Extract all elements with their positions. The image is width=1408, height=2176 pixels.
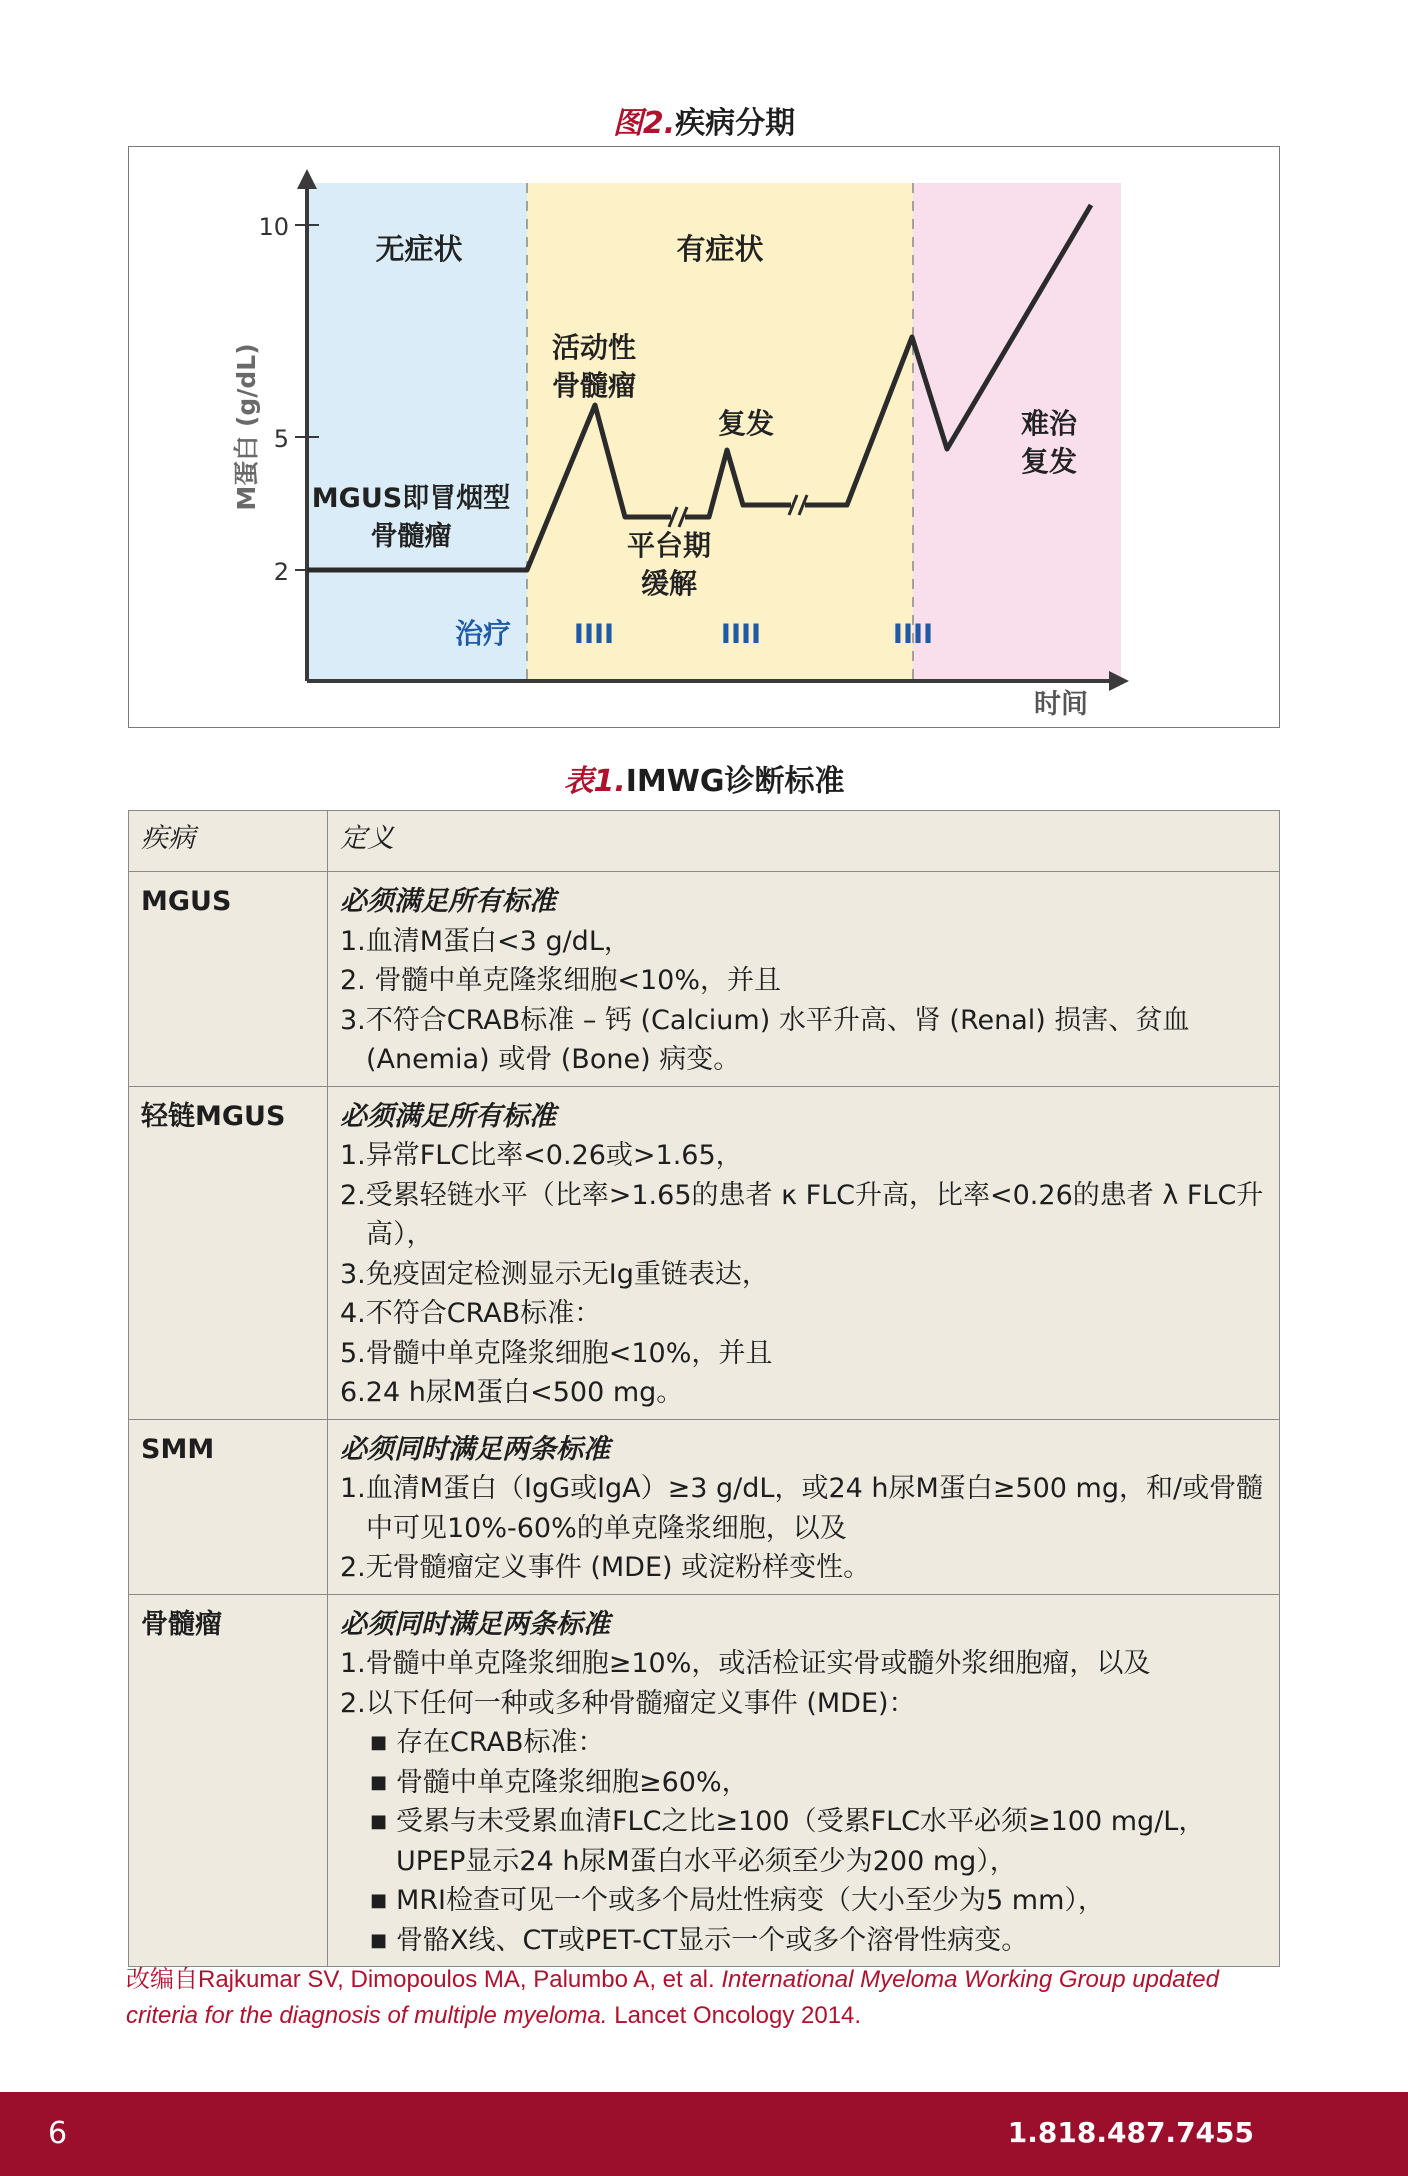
requirement: 必须同时满足两条标准 bbox=[340, 1608, 610, 1640]
square-bullet-icon: ■ bbox=[370, 1929, 388, 1951]
disease-cell: 轻链MGUS bbox=[129, 1086, 328, 1419]
header-disease: 疾病 bbox=[129, 811, 328, 872]
disease-cell: MGUS bbox=[129, 872, 328, 1087]
criteria-item: 5.骨髓中单克隆浆细胞<10%，并且 bbox=[340, 1337, 773, 1369]
y-axis-label: M蛋白 (g/dL) bbox=[232, 343, 261, 511]
tick-label-2: 2 bbox=[273, 558, 289, 586]
disease-cell: SMM bbox=[129, 1419, 328, 1594]
criteria-item: 1.血清M蛋白（IgG或IgA）≥3 g/dL，或24 h尿M蛋白≥500 mg，和/或骨髓中可见10%-60%的单克隆浆细胞，以及 bbox=[340, 1473, 1264, 1544]
active-label-line2: 骨髓瘤 bbox=[551, 369, 637, 402]
treatment-marks-1: IIII bbox=[573, 619, 615, 650]
requirement: 必须满足所有标准 bbox=[340, 1100, 556, 1132]
criteria-bullet: ■ 骨髓中单克隆浆细胞≥60%， bbox=[340, 1763, 1267, 1803]
phone-number: 1.818.487.7455 bbox=[1007, 2116, 1254, 2149]
figure-title bbox=[0, 98, 1408, 142]
table-label: 表1. bbox=[563, 764, 626, 799]
source-article: International Myeloma Working Group updated criteria for the diagnosis of multiple myeloma. bbox=[126, 1966, 1219, 2029]
refractory-label-line1: 难治 bbox=[1020, 407, 1078, 440]
table-title-text: IMWG诊断标准 bbox=[625, 764, 845, 799]
tick-label-5: 5 bbox=[273, 425, 289, 453]
source-authors: Rajkumar SV, Dimopoulos MA, Palumbo A, et al. bbox=[198, 1966, 722, 1993]
definition-cell bbox=[328, 1419, 1280, 1594]
table-title bbox=[0, 756, 1408, 800]
criteria-item: 4.不符合CRAB标准： bbox=[340, 1298, 602, 1329]
criteria-item: 1.血清M蛋白<3 g/dL， bbox=[340, 925, 631, 957]
criteria-item: 2.以下任何一种或多种骨髓瘤定义事件 (MDE)： bbox=[340, 1687, 916, 1719]
treatment-marks-3: IIII bbox=[892, 619, 934, 650]
criteria-bullet: ■ 存在CRAB标准： bbox=[340, 1723, 1267, 1763]
square-bullet-icon: ■ bbox=[370, 1811, 388, 1832]
table-row bbox=[129, 1086, 1280, 1419]
square-bullet-icon: ■ bbox=[370, 1732, 388, 1753]
criteria-item: 2. 骨髓中单克隆浆细胞<10%，并且 bbox=[340, 965, 781, 996]
plateau-label-line2: 缓解 bbox=[640, 567, 698, 600]
criteria-item: 1.骨髓中单克隆浆细胞≥10%，或活检证实骨或髓外浆细胞瘤，以及 bbox=[340, 1648, 1151, 1679]
header-definition: 定义 bbox=[328, 811, 1280, 872]
criteria-item: 3.免疫固定检测显示无Ig重链表达， bbox=[340, 1258, 769, 1290]
criteria-item: 6.24 h尿M蛋白<500 mg。 bbox=[340, 1377, 684, 1408]
figure-label: 图2. bbox=[612, 106, 676, 141]
definition-cell bbox=[328, 1086, 1280, 1419]
mgus-label-line2: 骨髓瘤 bbox=[370, 521, 452, 552]
criteria-bullet: ■ MRI检查可见一个或多个局灶性病变（大小至少为5 mm）， bbox=[340, 1881, 1267, 1921]
table-header-row bbox=[129, 811, 1280, 872]
criteria-bullet: ■ 受累与未受累血清FLC之比≥100（受累FLC水平必须≥100 mg/L，UPEP显示24 h尿M蛋白水平必须至少为200 mg）， bbox=[340, 1802, 1267, 1881]
footer-bar bbox=[0, 2092, 1408, 2176]
source-citation bbox=[126, 1962, 1286, 2034]
imwg-criteria-table bbox=[128, 810, 1280, 1967]
table-row bbox=[129, 1419, 1280, 1594]
relapse-label: 复发 bbox=[717, 407, 775, 440]
disease-stage-chart bbox=[129, 147, 1279, 727]
square-bullet-icon: ■ bbox=[370, 1890, 388, 1911]
y-axis-arrow bbox=[297, 169, 317, 189]
requirement: 必须满足所有标准 bbox=[340, 886, 556, 917]
criteria-item: 2.受累轻链水平（比率>1.65的患者 κ FLC升高，比率<0.26的患者 λ FLC升高）， bbox=[340, 1179, 1264, 1250]
source-journal: Lancet Oncology 2014. bbox=[607, 2002, 862, 2029]
page-number: 6 bbox=[48, 2116, 68, 2151]
treatment-marks-2: IIII bbox=[720, 619, 762, 650]
plateau-label-line1: 平台期 bbox=[626, 529, 712, 562]
table-row bbox=[129, 872, 1280, 1087]
tick-label-10: 10 bbox=[258, 213, 289, 241]
square-bullet-icon: ■ bbox=[370, 1771, 388, 1793]
criteria-bullet: ■ 骨骼X线、CT或PET-CT显示一个或多个溶骨性病变。 bbox=[340, 1921, 1267, 1961]
criteria-item: 1.异常FLC比率<0.26或>1.65， bbox=[340, 1140, 743, 1171]
table-row bbox=[129, 1594, 1280, 1967]
definition-cell bbox=[328, 1594, 1280, 1967]
disease-stage-figure bbox=[128, 146, 1280, 728]
source-prefix: 改编自 bbox=[126, 1966, 198, 1993]
disease-cell: 骨髓瘤 bbox=[129, 1594, 328, 1967]
figure-title-text: 疾病分期 bbox=[675, 106, 796, 141]
zone-label-symptomatic: 有症状 bbox=[676, 232, 764, 266]
active-label-line1: 活动性 bbox=[551, 331, 637, 364]
zone-label-asymptomatic: 无症状 bbox=[375, 232, 463, 266]
treatment-label: 治疗 bbox=[454, 617, 511, 650]
criteria-item: 2.无骨髓瘤定义事件 (MDE) 或淀粉样变性。 bbox=[340, 1552, 871, 1583]
mgus-label-line1: MGUS即冒烟型 bbox=[311, 483, 511, 514]
refractory-label-line2: 复发 bbox=[1020, 445, 1078, 478]
definition-cell bbox=[328, 872, 1280, 1087]
requirement: 必须同时满足两条标准 bbox=[340, 1433, 610, 1465]
criteria-item: 3.不符合CRAB标准 – 钙 (Calcium) 水平升高、肾 (Renal) 损害、贫血 (Anemia) 或骨 (Bone) 病变。 bbox=[340, 1004, 1190, 1075]
x-axis-label: 时间 bbox=[1034, 689, 1088, 720]
